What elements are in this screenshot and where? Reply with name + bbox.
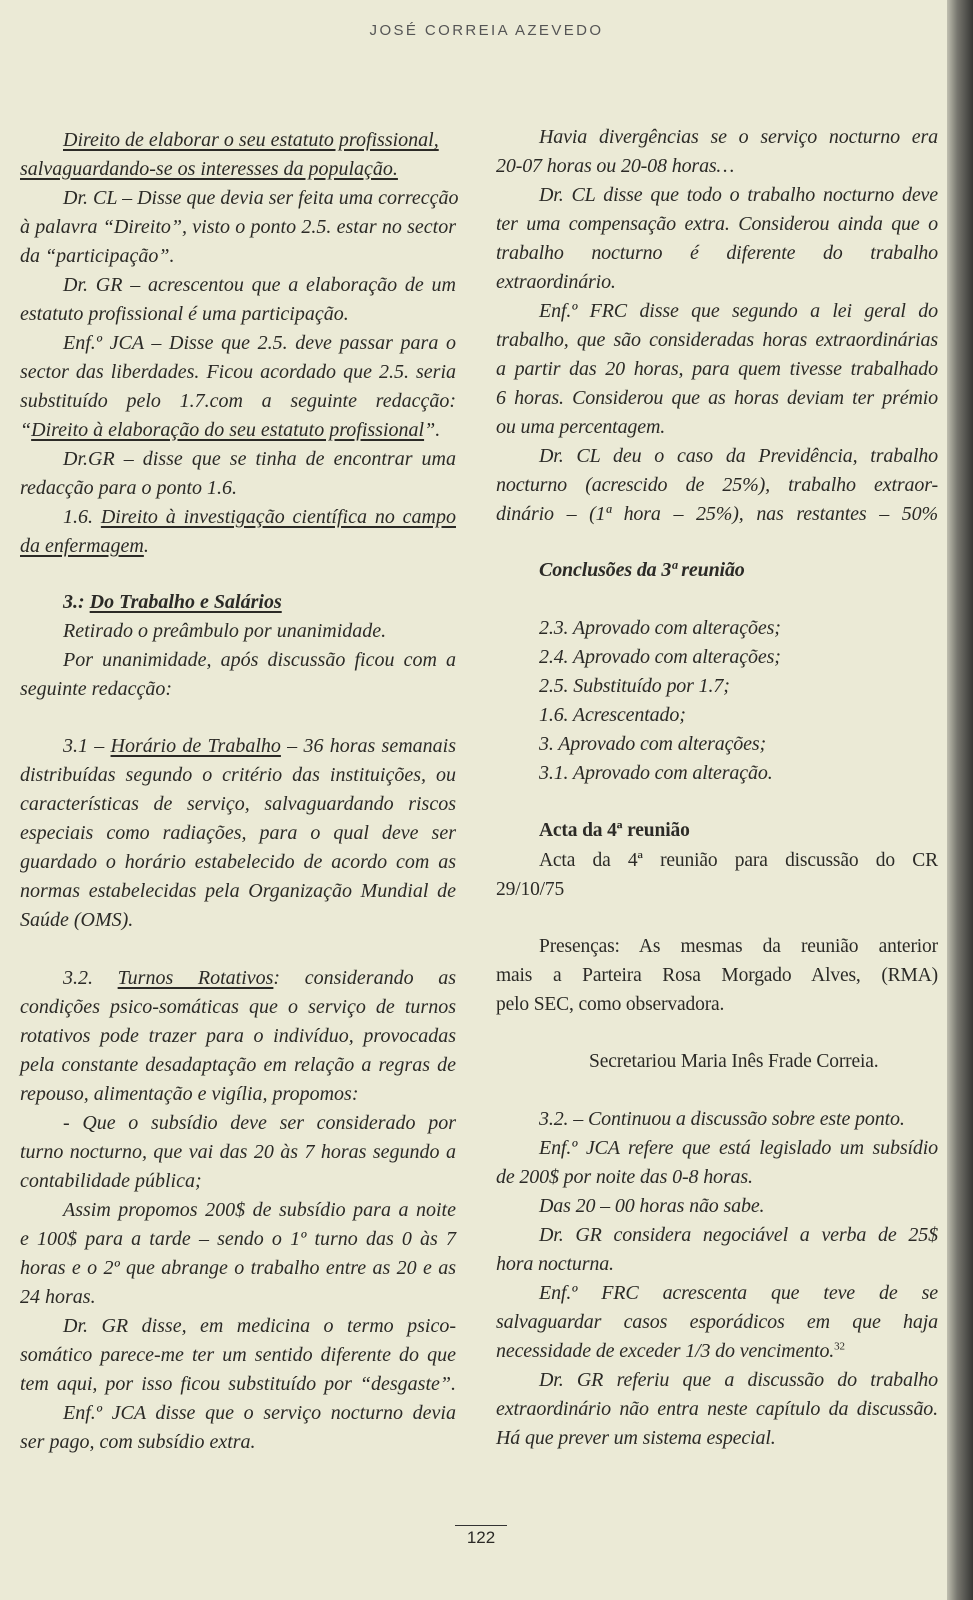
text-line xyxy=(496,471,938,500)
text-line xyxy=(20,503,456,532)
running-header: JOSÉ CORREIA AZEVEDO xyxy=(369,22,604,39)
text-line xyxy=(20,588,456,617)
text-span: pela constante desadaptação em relação a regras de xyxy=(20,1054,456,1076)
text-span: turno nocturno, que vai das 20 às 7 horas segundo a xyxy=(20,1141,456,1163)
text-line xyxy=(496,1424,938,1453)
text-line xyxy=(20,155,456,184)
text-span: da “participação”. xyxy=(20,245,175,267)
text-line xyxy=(20,790,456,819)
text-line xyxy=(496,384,938,413)
text-span: extraordinário não entra neste capítulo da discussão. xyxy=(496,1398,938,1420)
section-heading xyxy=(496,556,938,585)
text-line xyxy=(496,152,938,181)
text-line xyxy=(496,1250,938,1279)
text-span: de 200$ por noite das 0-8 horas. xyxy=(496,1166,753,1188)
paragraph-block xyxy=(20,126,459,561)
text-line xyxy=(20,532,456,561)
text-span: Acta da 4ª reunião para discussão do CR xyxy=(539,850,938,871)
text-span: condições psico-somáticas que o serviço de turnos xyxy=(20,996,456,1018)
text-line xyxy=(20,675,456,704)
text-line xyxy=(496,239,938,268)
text-span: ”. xyxy=(424,419,441,441)
text-line xyxy=(496,672,938,701)
text-span: Das 20 – 00 horas não sabe. xyxy=(539,1195,765,1217)
text-span: “ xyxy=(20,419,32,441)
text-span: hora nocturna. xyxy=(496,1253,614,1275)
text-span: Dr. GR – acrescentou que a elaboração de um xyxy=(63,274,456,296)
text-span: ter uma compensação extra. Considerou ainda que o xyxy=(496,213,938,235)
text-line xyxy=(496,730,938,759)
text-line xyxy=(20,300,456,329)
text-line xyxy=(20,213,456,242)
text-line xyxy=(496,1163,938,1192)
text-span: Enf.º JCA disse que o serviço nocturno devia xyxy=(63,1402,456,1424)
text-span: somático parece-me ter um sentido diferente do que xyxy=(20,1344,456,1366)
text-span: estatuto profissional é uma participação. xyxy=(20,303,349,325)
text-line xyxy=(496,1047,938,1076)
text-line xyxy=(496,759,938,788)
text-line xyxy=(496,1337,938,1366)
text-span: Secretariou Maria Inês Frade Correia. xyxy=(589,1051,879,1072)
text-line xyxy=(496,614,938,643)
text-line xyxy=(20,993,456,1022)
text-span: Saúde (OMS). xyxy=(20,909,134,931)
text-line xyxy=(20,184,459,213)
text-line xyxy=(496,268,938,297)
text-line xyxy=(20,1022,456,1051)
text-span: características de serviço, salvaguardando riscos xyxy=(20,793,456,815)
text-line xyxy=(496,875,938,904)
text-span: tem aqui, por isso ficou substituído por “desgaste”. xyxy=(20,1373,456,1395)
text-span: Dr. CL disse que todo o trabalho nocturno deve xyxy=(539,184,938,206)
text-line xyxy=(20,1196,456,1225)
text-span: Havia divergências se o serviço nocturno era xyxy=(539,126,938,148)
text-span: rotativos pode trazer para o indivíduo, provocadas xyxy=(20,1025,456,1047)
paragraph-block xyxy=(496,614,938,788)
paragraph-block xyxy=(496,846,938,904)
text-span: 1.6. xyxy=(63,506,101,528)
text-line xyxy=(496,1395,938,1424)
paragraph-block xyxy=(20,964,456,1457)
text-span: - Que o subsídio deve ser considerado por xyxy=(63,1112,456,1134)
text-line xyxy=(496,1105,938,1134)
text-span: Conclusões da 3ª reunião xyxy=(539,559,745,581)
text-span: – 36 horas semanais xyxy=(280,735,457,757)
text-line xyxy=(20,1428,456,1457)
text-line xyxy=(496,1134,938,1163)
text-span: 29/10/75 xyxy=(496,879,565,900)
text-span: Dr. GR considera negociável a verba de 25$ xyxy=(539,1224,938,1246)
section-heading xyxy=(20,588,456,617)
section-heading xyxy=(496,816,938,845)
text-span: 3.1 – xyxy=(63,735,111,757)
text-line xyxy=(496,326,938,355)
text-line xyxy=(496,413,938,442)
text-span: redacção para o ponto 1.6. xyxy=(20,477,238,499)
text-line xyxy=(20,387,456,416)
text-line xyxy=(496,1308,938,1337)
text-span: 20-07 horas ou 20-08 horas… xyxy=(496,155,735,177)
text-span: 3.1. Aprovado com alteração. xyxy=(539,762,773,784)
text-span: 3.2. – Continuou a discussão sobre este ponto. xyxy=(539,1108,905,1130)
text-span: e 100$ para a tarde – sendo o 1º turno das 0 às 7 xyxy=(20,1228,456,1250)
text-span: ou uma percentagem. xyxy=(496,416,666,438)
paragraph-block xyxy=(496,123,938,529)
text-span: Há que prever um sistema especial. xyxy=(496,1427,776,1449)
text-span: Dr. CL deu o caso da Previdência, trabalho xyxy=(539,445,938,467)
text-span: Retirado o preâmbulo por unanimidade. xyxy=(63,620,387,642)
text-span: Por unanimidade, após discussão ficou com a xyxy=(63,649,456,671)
text-line xyxy=(20,761,456,790)
underlined-text: da enfermagem xyxy=(20,535,144,557)
text-span: Enf.º JCA refere que está legislado um subsídio xyxy=(539,1137,938,1159)
text-span: Enf.º FRC disse que segundo a lei geral do xyxy=(539,300,938,322)
text-span: 3. Aprovado com alterações; xyxy=(539,733,767,755)
text-line xyxy=(496,1279,938,1308)
underlined-text: Turnos Rotativos xyxy=(117,967,274,989)
page-number: 122 xyxy=(455,1525,507,1548)
text-span: Presenças: As mesmas da reunião anterior xyxy=(539,936,938,957)
text-line xyxy=(496,181,938,210)
text-span: 6 horas. Considerou que as horas deviam ter prémio xyxy=(496,387,938,409)
text-line xyxy=(20,906,456,935)
text-span: horas e o 2º que abrange o trabalho entre as 20 e as xyxy=(20,1257,456,1279)
text-span: Acta da 4ª reunião xyxy=(539,820,690,841)
text-span: repouso, alimentação e vigília, propomos: xyxy=(20,1083,359,1105)
text-span: à palavra “Direito”, visto o ponto 2.5. estar no sector xyxy=(20,216,456,238)
text-line xyxy=(496,1366,938,1395)
text-span: Dr. GR disse, em medicina o termo psico- xyxy=(63,1315,456,1337)
text-span: especiais como radiações, para o qual deve ser xyxy=(20,822,456,844)
text-span: salvaguardar casos esporádicos em que haja xyxy=(496,1311,938,1333)
text-line xyxy=(496,442,938,471)
paragraph-block xyxy=(496,1047,938,1076)
text-line xyxy=(496,123,938,152)
underlined-text: Direito de elaborar o seu estatuto profissional, xyxy=(63,129,439,151)
footnote-ref: 32 xyxy=(834,1340,845,1353)
text-line xyxy=(20,474,456,503)
text-line xyxy=(20,964,456,993)
text-line xyxy=(20,445,456,474)
text-span: Dr.GR – disse que se tinha de encontrar uma xyxy=(63,448,456,470)
text-line xyxy=(20,1399,456,1428)
text-span: necessidade de exceder 1/3 do vencimento. xyxy=(496,1340,835,1362)
text-span: guardado o horário estabelecido de acordo com as xyxy=(20,851,456,873)
text-span: nocturno (acrescido de 25%), trabalho extraor- xyxy=(496,474,938,496)
text-line xyxy=(20,1225,456,1254)
text-line xyxy=(20,1341,456,1370)
text-span: . xyxy=(143,535,149,557)
text-line xyxy=(496,355,938,384)
page-gutter-shadow xyxy=(947,0,973,1600)
paragraph-block xyxy=(20,617,456,704)
text-line xyxy=(496,1192,938,1221)
text-line xyxy=(20,1051,456,1080)
underlined-text: Do Trabalho e Salários xyxy=(89,591,282,613)
paragraph-block xyxy=(20,732,456,935)
text-span: 3.2. xyxy=(63,967,118,989)
text-line xyxy=(20,1080,456,1109)
text-line xyxy=(496,556,938,585)
text-line xyxy=(20,877,456,906)
text-span: ser pago, com subsídio extra. xyxy=(20,1431,256,1453)
text-span: dinário – (1ª hora – 25%), nas restantes – 50% xyxy=(496,503,938,525)
underlined-text: Direito à investigação científica no campo xyxy=(100,506,456,528)
text-line xyxy=(20,646,456,675)
text-span: 2.5. Substituído por 1.7; xyxy=(539,675,730,697)
text-span: Enf.º FRC acrescenta que teve de se xyxy=(539,1282,938,1304)
text-span: pelo SEC, como observadora. xyxy=(496,994,725,1015)
text-line xyxy=(496,961,938,990)
text-line xyxy=(496,643,938,672)
text-line xyxy=(20,416,456,445)
text-span: trabalho nocturno é diferente do trabalho xyxy=(496,242,938,264)
text-line xyxy=(20,1167,456,1196)
underlined-text: salvaguardando-se os interesses da população. xyxy=(20,158,398,180)
text-line xyxy=(496,500,938,529)
text-span: : considerando as xyxy=(273,967,456,989)
text-line xyxy=(496,210,938,239)
paragraph-block xyxy=(496,932,938,1019)
text-span: Dr. CL – Disse que devia ser feita uma correcção xyxy=(63,187,459,209)
text-span: trabalho, que são consideradas horas extraordinárias xyxy=(496,329,938,351)
text-span: mais a Parteira Rosa Morgado Alves, (RMA) xyxy=(496,965,938,986)
paragraph-block xyxy=(496,1105,938,1453)
text-span: sector das liberdades. Ficou acordado que 2.5. seria xyxy=(20,361,456,383)
text-span: Enf.º JCA – Disse que 2.5. deve passar para o xyxy=(63,332,456,354)
text-span: distribuídas segundo o critério das instituições, ou xyxy=(20,764,456,786)
text-line xyxy=(496,1221,938,1250)
text-line xyxy=(20,848,456,877)
text-span: extraordinário. xyxy=(496,271,616,293)
text-line xyxy=(20,358,456,387)
text-line xyxy=(20,1283,456,1312)
text-span: 1.6. Acrescentado; xyxy=(539,704,686,726)
text-span: substituído pelo 1.7.com a seguinte redacção: xyxy=(20,390,456,412)
text-line xyxy=(20,617,456,646)
text-line xyxy=(496,816,938,845)
text-span: seguinte redacção: xyxy=(20,678,172,700)
text-line xyxy=(20,1138,456,1167)
text-line xyxy=(496,846,938,875)
text-line xyxy=(20,1109,456,1138)
text-span: 3.: xyxy=(63,591,90,613)
text-line xyxy=(496,297,938,326)
text-span: 24 horas. xyxy=(20,1286,96,1308)
text-line xyxy=(20,329,456,358)
text-span: normas estabelecidas pela Organização Mundial de xyxy=(20,880,456,902)
text-span: 2.3. Aprovado com alterações; xyxy=(539,617,781,639)
text-line xyxy=(496,701,938,730)
text-line xyxy=(20,819,456,848)
text-line xyxy=(20,1370,456,1399)
text-span: Dr. GR referiu que a discussão do trabalho xyxy=(539,1369,938,1391)
text-line xyxy=(496,932,938,961)
text-span: contabilidade pública; xyxy=(20,1170,202,1192)
underlined-text: Direito à elaboração do seu estatuto profissional xyxy=(31,419,425,441)
underlined-text: Horário de Trabalho xyxy=(110,735,281,757)
text-line xyxy=(20,126,456,155)
text-line xyxy=(20,1254,456,1283)
text-line xyxy=(20,1312,456,1341)
text-line xyxy=(496,990,938,1019)
text-line xyxy=(20,242,456,271)
text-line xyxy=(20,271,456,300)
text-span: 2.4. Aprovado com alterações; xyxy=(539,646,781,668)
text-span: Assim propomos 200$ de subsídio para a noite xyxy=(63,1199,456,1221)
text-line xyxy=(20,732,456,761)
text-span: a partir das 20 horas, para quem tivesse trabalhado xyxy=(496,358,938,380)
